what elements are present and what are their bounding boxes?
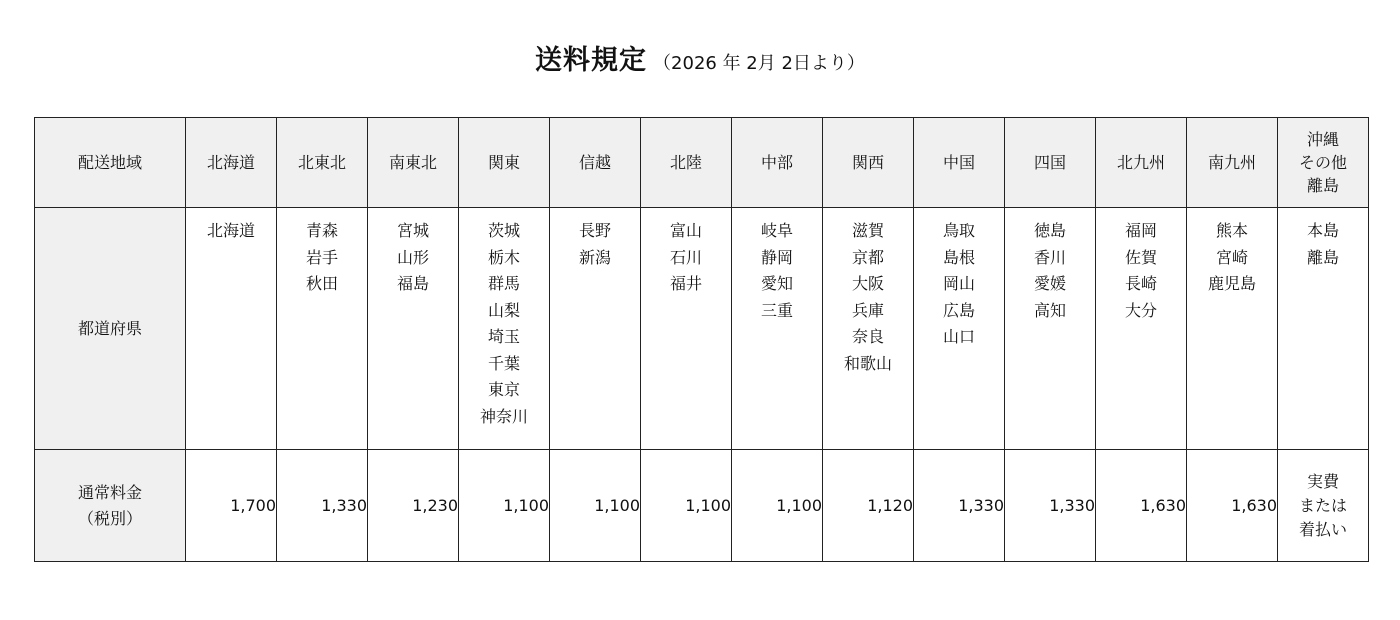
fee-note-line: 実費: [1306, 471, 1339, 491]
prefecture-name: 鳥取: [942, 221, 975, 240]
prefecture-name: 佐賀: [1124, 247, 1157, 267]
prefecture-name: 富山: [669, 221, 702, 240]
region-name: その他: [1298, 153, 1347, 172]
prefecture-name: 香川: [1033, 247, 1066, 267]
prefecture-cell: [368, 208, 459, 450]
region-name: 関東: [487, 153, 520, 172]
region-header: [186, 118, 277, 208]
fee-value: 1,630: [1096, 450, 1187, 562]
prefecture-name: 宮崎: [1215, 247, 1248, 267]
prefecture-cell: [823, 208, 914, 450]
region-header: [1187, 118, 1278, 208]
region-name: 四国: [1033, 153, 1066, 172]
prefecture-name: 愛知: [760, 274, 793, 293]
prefecture-cell: [641, 208, 732, 450]
region-header: [550, 118, 641, 208]
fee-value: 1,100: [459, 450, 550, 562]
prefecture-name: 愛媛: [1033, 274, 1066, 293]
region-name: 中国: [942, 153, 975, 172]
region-header: [914, 118, 1005, 208]
prefecture-name: 島根: [942, 247, 975, 267]
prefecture-name: 静岡: [760, 247, 793, 267]
prefecture-name: 青森: [305, 221, 338, 240]
fee-note-line: または: [1298, 495, 1347, 515]
prefecture-name: 滋賀: [851, 221, 884, 240]
prefecture-name: 栃木: [487, 247, 520, 267]
prefecture-name: 秋田: [305, 274, 338, 293]
region-name: 北九州: [1116, 153, 1165, 172]
prefecture-cell: [1005, 208, 1096, 450]
prefecture-row-label: 都道府県: [35, 208, 186, 450]
region-name: 関西: [851, 153, 884, 172]
prefecture-name: 岩手: [305, 247, 338, 267]
prefecture-name: 京都: [851, 247, 884, 267]
fee-value: 1,700: [186, 450, 277, 562]
prefecture-name: 本島: [1306, 221, 1339, 240]
region-header: [1005, 118, 1096, 208]
prefecture-cell: [186, 208, 277, 450]
prefecture-name: 大分: [1124, 300, 1157, 320]
prefecture-name: 大阪: [851, 274, 884, 293]
prefecture-cell: [277, 208, 368, 450]
fee-value: 1,330: [1005, 450, 1096, 562]
region-header: [641, 118, 732, 208]
region-header: [823, 118, 914, 208]
prefecture-name: 福島: [396, 274, 429, 293]
region-header-row: [35, 118, 1369, 208]
fee-value: 1,330: [914, 450, 1005, 562]
prefecture-name: 山形: [396, 247, 429, 267]
prefecture-name: 長野: [578, 221, 611, 240]
prefecture-name: 埼玉: [487, 327, 520, 346]
fee-row-label-line: （税別）: [77, 508, 142, 528]
prefecture-name: 広島: [942, 300, 975, 320]
region-header: [1278, 118, 1369, 208]
prefecture-name: 鹿児島: [1207, 274, 1256, 293]
page-title-block: [0, 38, 1400, 77]
fee-note-cell: [1278, 450, 1369, 562]
prefecture-cell: [1096, 208, 1187, 450]
prefecture-cell: [1278, 208, 1369, 450]
fee-value: 1,100: [641, 450, 732, 562]
prefecture-name: 東京: [487, 380, 520, 399]
region-header: [732, 118, 823, 208]
prefecture-name: 三重: [760, 300, 793, 320]
region-name: 中部: [760, 153, 793, 172]
fee-row-label-line: 通常料金: [77, 482, 142, 502]
prefecture-name: 神奈川: [479, 406, 528, 426]
prefecture-cell: [732, 208, 823, 450]
prefecture-cell: [914, 208, 1005, 450]
prefecture-name: 茨城: [487, 221, 520, 240]
prefecture-name: 兵庫: [851, 300, 884, 320]
prefecture-name: 高知: [1033, 300, 1066, 320]
effective-date-note: （2026 年 2月 2日より）: [653, 53, 865, 74]
fee-value: 1,100: [732, 450, 823, 562]
prefecture-name: 宮城: [396, 221, 429, 240]
prefecture-name: 徳島: [1033, 221, 1066, 240]
region-header: [368, 118, 459, 208]
fee-row: [35, 450, 1369, 562]
fee-value: 1,630: [1187, 450, 1278, 562]
region-name: 北海道: [206, 153, 255, 172]
prefecture-name: 岐阜: [760, 221, 793, 240]
prefecture-name: 群馬: [487, 274, 520, 293]
region-name: 北陸: [669, 153, 702, 172]
fee-row-label: [35, 450, 186, 562]
fee-value: 1,330: [277, 450, 368, 562]
region-name: 北東北: [297, 153, 346, 172]
region-name: 沖縄: [1306, 130, 1339, 149]
prefecture-cell: [550, 208, 641, 450]
region-header: [1096, 118, 1187, 208]
prefecture-name: 山口: [942, 327, 975, 346]
prefecture-name: 石川: [669, 247, 702, 267]
fee-value: 1,230: [368, 450, 459, 562]
prefecture-row: [35, 208, 1369, 450]
region-name: 南九州: [1207, 153, 1256, 172]
shipping-rate-table: [34, 117, 1369, 562]
page-title: 送料規定: [535, 45, 648, 76]
prefecture-name: 千葉: [487, 353, 520, 373]
prefecture-name: 奈良: [851, 327, 884, 346]
prefecture-cell: [459, 208, 550, 450]
region-name: 信越: [578, 153, 611, 172]
fee-value: 1,120: [823, 450, 914, 562]
prefecture-name: 和歌山: [843, 353, 892, 373]
fee-note-line: 着払い: [1298, 519, 1347, 539]
prefecture-name: 北海道: [206, 221, 255, 240]
prefecture-name: 山梨: [487, 300, 520, 320]
prefecture-name: 長崎: [1124, 274, 1157, 293]
region-name: 離島: [1306, 176, 1339, 195]
prefecture-cell: [1187, 208, 1278, 450]
prefecture-name: 岡山: [942, 274, 975, 293]
prefecture-name: 福井: [669, 274, 702, 293]
region-header: [459, 118, 550, 208]
prefecture-name: 新潟: [578, 247, 611, 267]
corner-label: 配送地域: [35, 118, 186, 208]
prefecture-name: 福岡: [1124, 221, 1157, 240]
prefecture-name: 熊本: [1215, 221, 1248, 240]
region-name: 南東北: [388, 153, 437, 172]
fee-value: 1,100: [550, 450, 641, 562]
region-header: [277, 118, 368, 208]
prefecture-name: 離島: [1306, 247, 1339, 267]
